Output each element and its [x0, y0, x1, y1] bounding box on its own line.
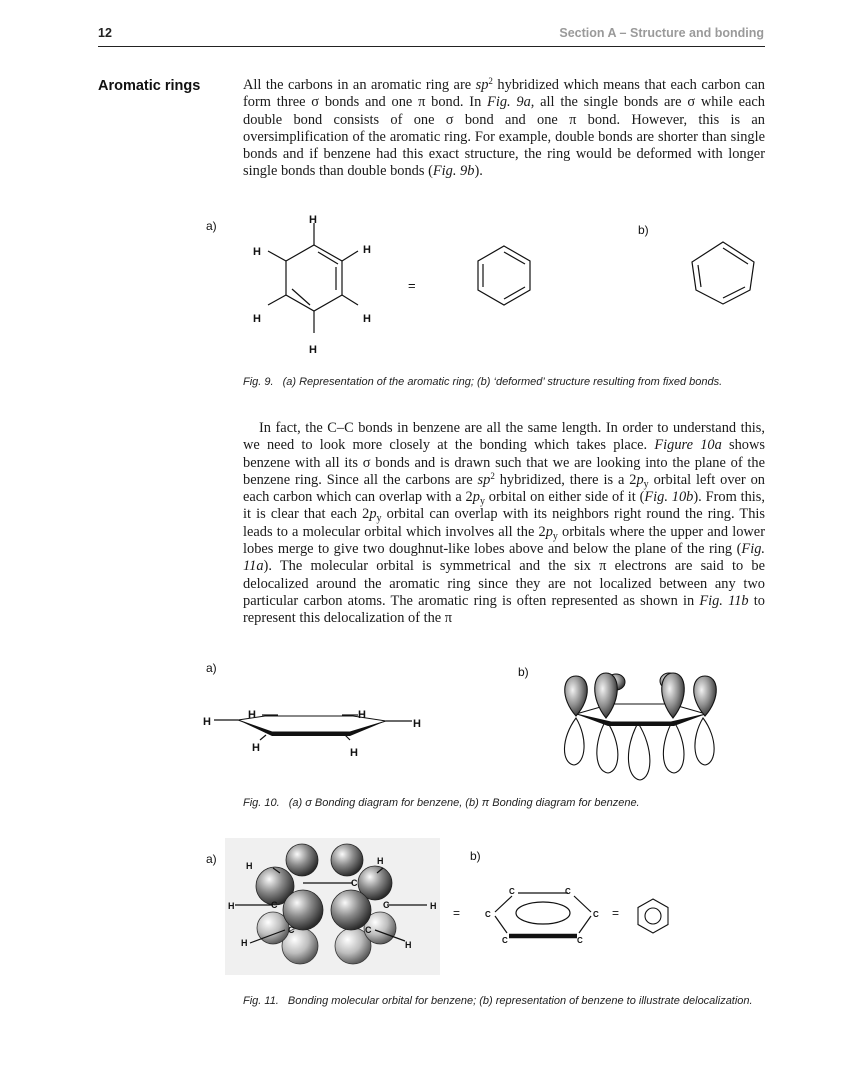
atom-c: C [271, 900, 278, 910]
atom-h: H [241, 938, 248, 948]
atom-h: H [377, 856, 384, 866]
atom-c: C [593, 910, 599, 919]
atom-h: H [253, 313, 261, 325]
atom-h: H [430, 901, 437, 911]
atom-h: H [309, 344, 317, 356]
fig11-label-b: b) [470, 849, 481, 863]
fig9a-kekule-ring [476, 244, 532, 306]
atom-c: C [509, 887, 515, 896]
fig10b-pi-orbitals [556, 668, 726, 788]
atom-h: H [358, 709, 366, 721]
fig9a-benzene-structure [240, 205, 390, 365]
atom-h: H [405, 940, 412, 950]
fig11a-molecular-orbital [225, 838, 440, 975]
atom-h: H [350, 747, 358, 759]
header-rule [98, 46, 765, 47]
atom-h: H [248, 709, 256, 721]
fig11b-delocalized-ring [482, 884, 604, 944]
atom-h: H [203, 716, 211, 728]
atom-c: C [485, 910, 491, 919]
fig11b-benzene-circle-symbol [636, 898, 670, 934]
atom-h: H [252, 742, 260, 754]
atom-h: H [363, 313, 371, 325]
atom-h: H [253, 246, 261, 258]
fig9-label-a: a) [206, 219, 217, 233]
fig9-label-b: b) [638, 223, 649, 237]
fig10a-sigma-diagram [200, 700, 430, 760]
paragraph-2: In fact, the C–C bonds in benzene are all the same length. In order to understand this, we need to look more closely at the bonding which takes place. Figure 10a shows benzene with all its σ bonds and is drawn such that we are looking into the plane of the benzene ring. Since all the carbons are $sp^2$ hybridized, there is a $2p_y$ orbital left over on each carbon which can overlap with a $2p_y$ orbital on either side of it (Fig. 10b). From this, it is clear that each $2p_y$ orbital can overlap with its neighbors right round the ring. This leads to a molecular orbital which involves all the $2p_y$ orbitals where the upper and lower lobes merge to give two doughnut-like lobes above and below the plane of the ring (Fig. 11a). The molecular orbital is symmetrical and the six π electrons are said to be delocalized around the aromatic ring since they are not localized between any two particular carbon atoms. The aromatic ring is often represented as shown in Fig. 11b to represent this delocalization of the π [243, 420, 765, 627]
atom-c: C [365, 925, 372, 935]
fig9-equals-sign: = [408, 278, 416, 293]
running-head: Section A – Structure and bonding [559, 26, 764, 40]
atom-h: H [309, 214, 317, 226]
atom-c: C [502, 936, 508, 945]
atom-c: C [383, 900, 390, 910]
atom-h: H [228, 901, 235, 911]
side-heading: Aromatic rings [98, 78, 201, 94]
fig10-label-b: b) [518, 665, 529, 679]
atom-c: C [288, 925, 295, 935]
fig11-label-a: a) [206, 852, 217, 866]
atom-c: C [565, 887, 571, 896]
fig10-label-a: a) [206, 661, 217, 675]
fig9-caption: Fig. 9. (a) Representation of the aromatic ring; (b) ‘deformed’ structure resulting from fixed bonds. [243, 376, 723, 388]
fig11-equals-sign-2: = [612, 906, 620, 920]
page-number: 12 [98, 26, 112, 40]
fig9b-deformed-ring [690, 240, 756, 306]
atom-h: H [246, 861, 253, 871]
fig10-caption: Fig. 10. (a) σ Bonding diagram for benzene, (b) π Bonding diagram for benzene. [243, 797, 640, 809]
fig11-equals-sign-1: = [453, 906, 461, 920]
atom-h: H [413, 718, 421, 730]
atom-c: C [577, 936, 583, 945]
fig11-caption: Fig. 11. Bonding molecular orbital for benzene; (b) representation of benzene to illustrate delocalization. [243, 995, 753, 1007]
paragraph-1: All the carbons in an aromatic ring are $sp^2$ hybridized which means that each carbon can form three σ bonds and one π bond. In Fig. 9a, all the single bonds are σ while each double bond consists of one σ bond and one π bond. However, this is an oversimplification of the aromatic ring. For example, double bonds are shorter than single bonds and if benzene had this exact structure, the ring would be deformed with longer single bonds than double bonds (Fig. 9b). [243, 76, 765, 180]
atom-c: C [351, 878, 358, 888]
atom-h: H [363, 244, 371, 256]
